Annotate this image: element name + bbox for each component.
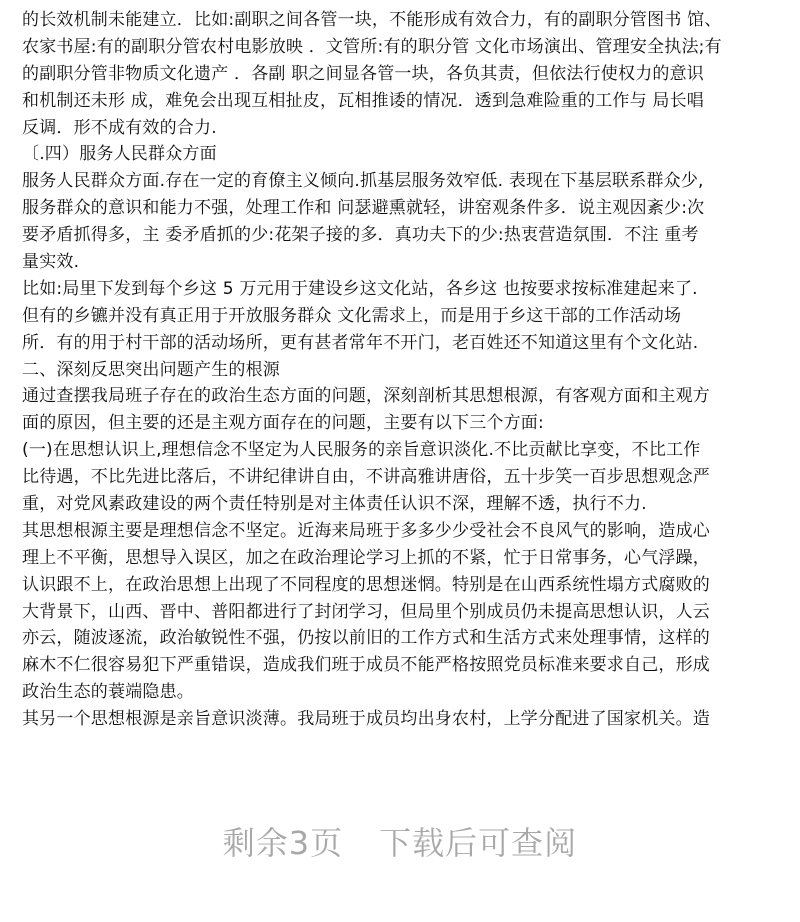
- text-line: 其思想根源主要是理想信念不坚定。近海来局班于多多少少受社会不良风气的影响，造成心: [22, 520, 710, 541]
- document-body: [22, 0, 782, 733]
- text-line: 理上不平衡，思想导入误区，加之在政治理论学习上抓的不紧，忙于日常事务，心气浮躁，: [22, 547, 710, 568]
- text-line: 麻木不仁很容易犯下严重错误，造成我们班于成员不能严格按照党员标准来要求自己，形成: [22, 655, 710, 676]
- section-heading: 〔.四）服务人民群众方面: [22, 144, 217, 165]
- text-line: 政治生态的蓑端隐患。: [22, 682, 194, 703]
- download-prompt[interactable]: [0, 818, 800, 864]
- text-line: 大背景下，山西、晋中、普阳都进行了封闭学习，但局里个别成员仍未提高思想认识，人云: [22, 601, 710, 622]
- text-line: 量实效.: [22, 252, 80, 273]
- download-to-view-label: 下载后可查阅: [379, 824, 578, 862]
- text-line: 农家书屋:有的副职分管农村电影放映 ．文管所:有的职分管 文化市场演出、管理安全执法;有: [22, 36, 722, 57]
- remaining-pages-label: 剩余3页: [222, 824, 344, 862]
- text-line: 要矛盾抓得多，主 委矛盾抓的少:花架子接的多．真功夫下的少:热衷营造氛围．不注 重考: [22, 225, 699, 246]
- text-line: 比如:局里下发到每个乡这 5 万元用于建设乡这文化站，各乡这 也按要求按标准建起来了.: [22, 278, 698, 299]
- text-line: 认识跟不上，在政治思想上出现了不同程度的思想迷惘。特别是在山西系统性塌方式腐败的: [22, 574, 710, 595]
- text-line: 反调．形不成有效的合力.: [22, 117, 217, 138]
- text-line: 面的原因，但主要的还是主观方面存在的问题，主要有以下三个方面:: [22, 413, 544, 434]
- text-line: 比待遇，不比先进比落后，不讲纪律讲自由，不讲高雅讲唐俗，五十步笑一百步思想观念严: [22, 467, 710, 488]
- text-line: (一)在思想认识上,理想信念不坚定为人民服务的亲旨意识淡化.不比贡献比享变，不比工作: [22, 440, 701, 461]
- text-line: 其另一个思想根源是亲旨意识淡薄。我局班于成员均出身农村，上学分配进了国家机关。造: [22, 709, 710, 730]
- text-line: 重，对党风素政建设的两个责任特别是对主体责任认识不深，理解不透，执行不力.: [22, 494, 647, 515]
- text-line: 的副职分管非物质文化遗产 ．各副 职之间显各管一块，各负其责，但依法行使权力的意识: [22, 63, 705, 84]
- text-line: 通过查摆我局班子存在的政治生态方面的问题，深刻剖析其思想根源，有客观方面和主观方: [22, 386, 710, 407]
- text-line: 服务群众的意识和能力不强，处理工作和 问瑟避熏就轻，讲窑观条件多．说主观因紊少:次: [22, 198, 705, 219]
- text-line: 但有的乡镳并没有真正用于开放服务群众 文化需求上，而是用于乡这干部的工作活动场: [22, 305, 682, 326]
- text-line: 和机制还未形 成，难免会出现互相扯皮，瓦相推诿的情况．透到急难险重的工作与 局长唱: [22, 90, 705, 111]
- text-line: 亦云，随波逐流，政治敏锐性不强，仍按以前旧的工作方式和生活方式来处理事情，这样的: [22, 628, 710, 649]
- text-line: 所．有的用于村干部的活动场所，更有甚者常年不开门，老百姓还不知道这里有个文化站.: [22, 332, 699, 353]
- text-line: 的长效机制未能建立．比如:副职之间各管一块，不能形成有效合力，有的副职分管图书 馆、: [22, 10, 722, 30]
- text-line: 服务人民群众方面.存在一定的育僚主义倾向.抓基层服务效窄低. 表现在下基层联系群众少,: [22, 171, 704, 192]
- section-heading: 二、深刻反思突出问题产生的根源: [22, 359, 280, 380]
